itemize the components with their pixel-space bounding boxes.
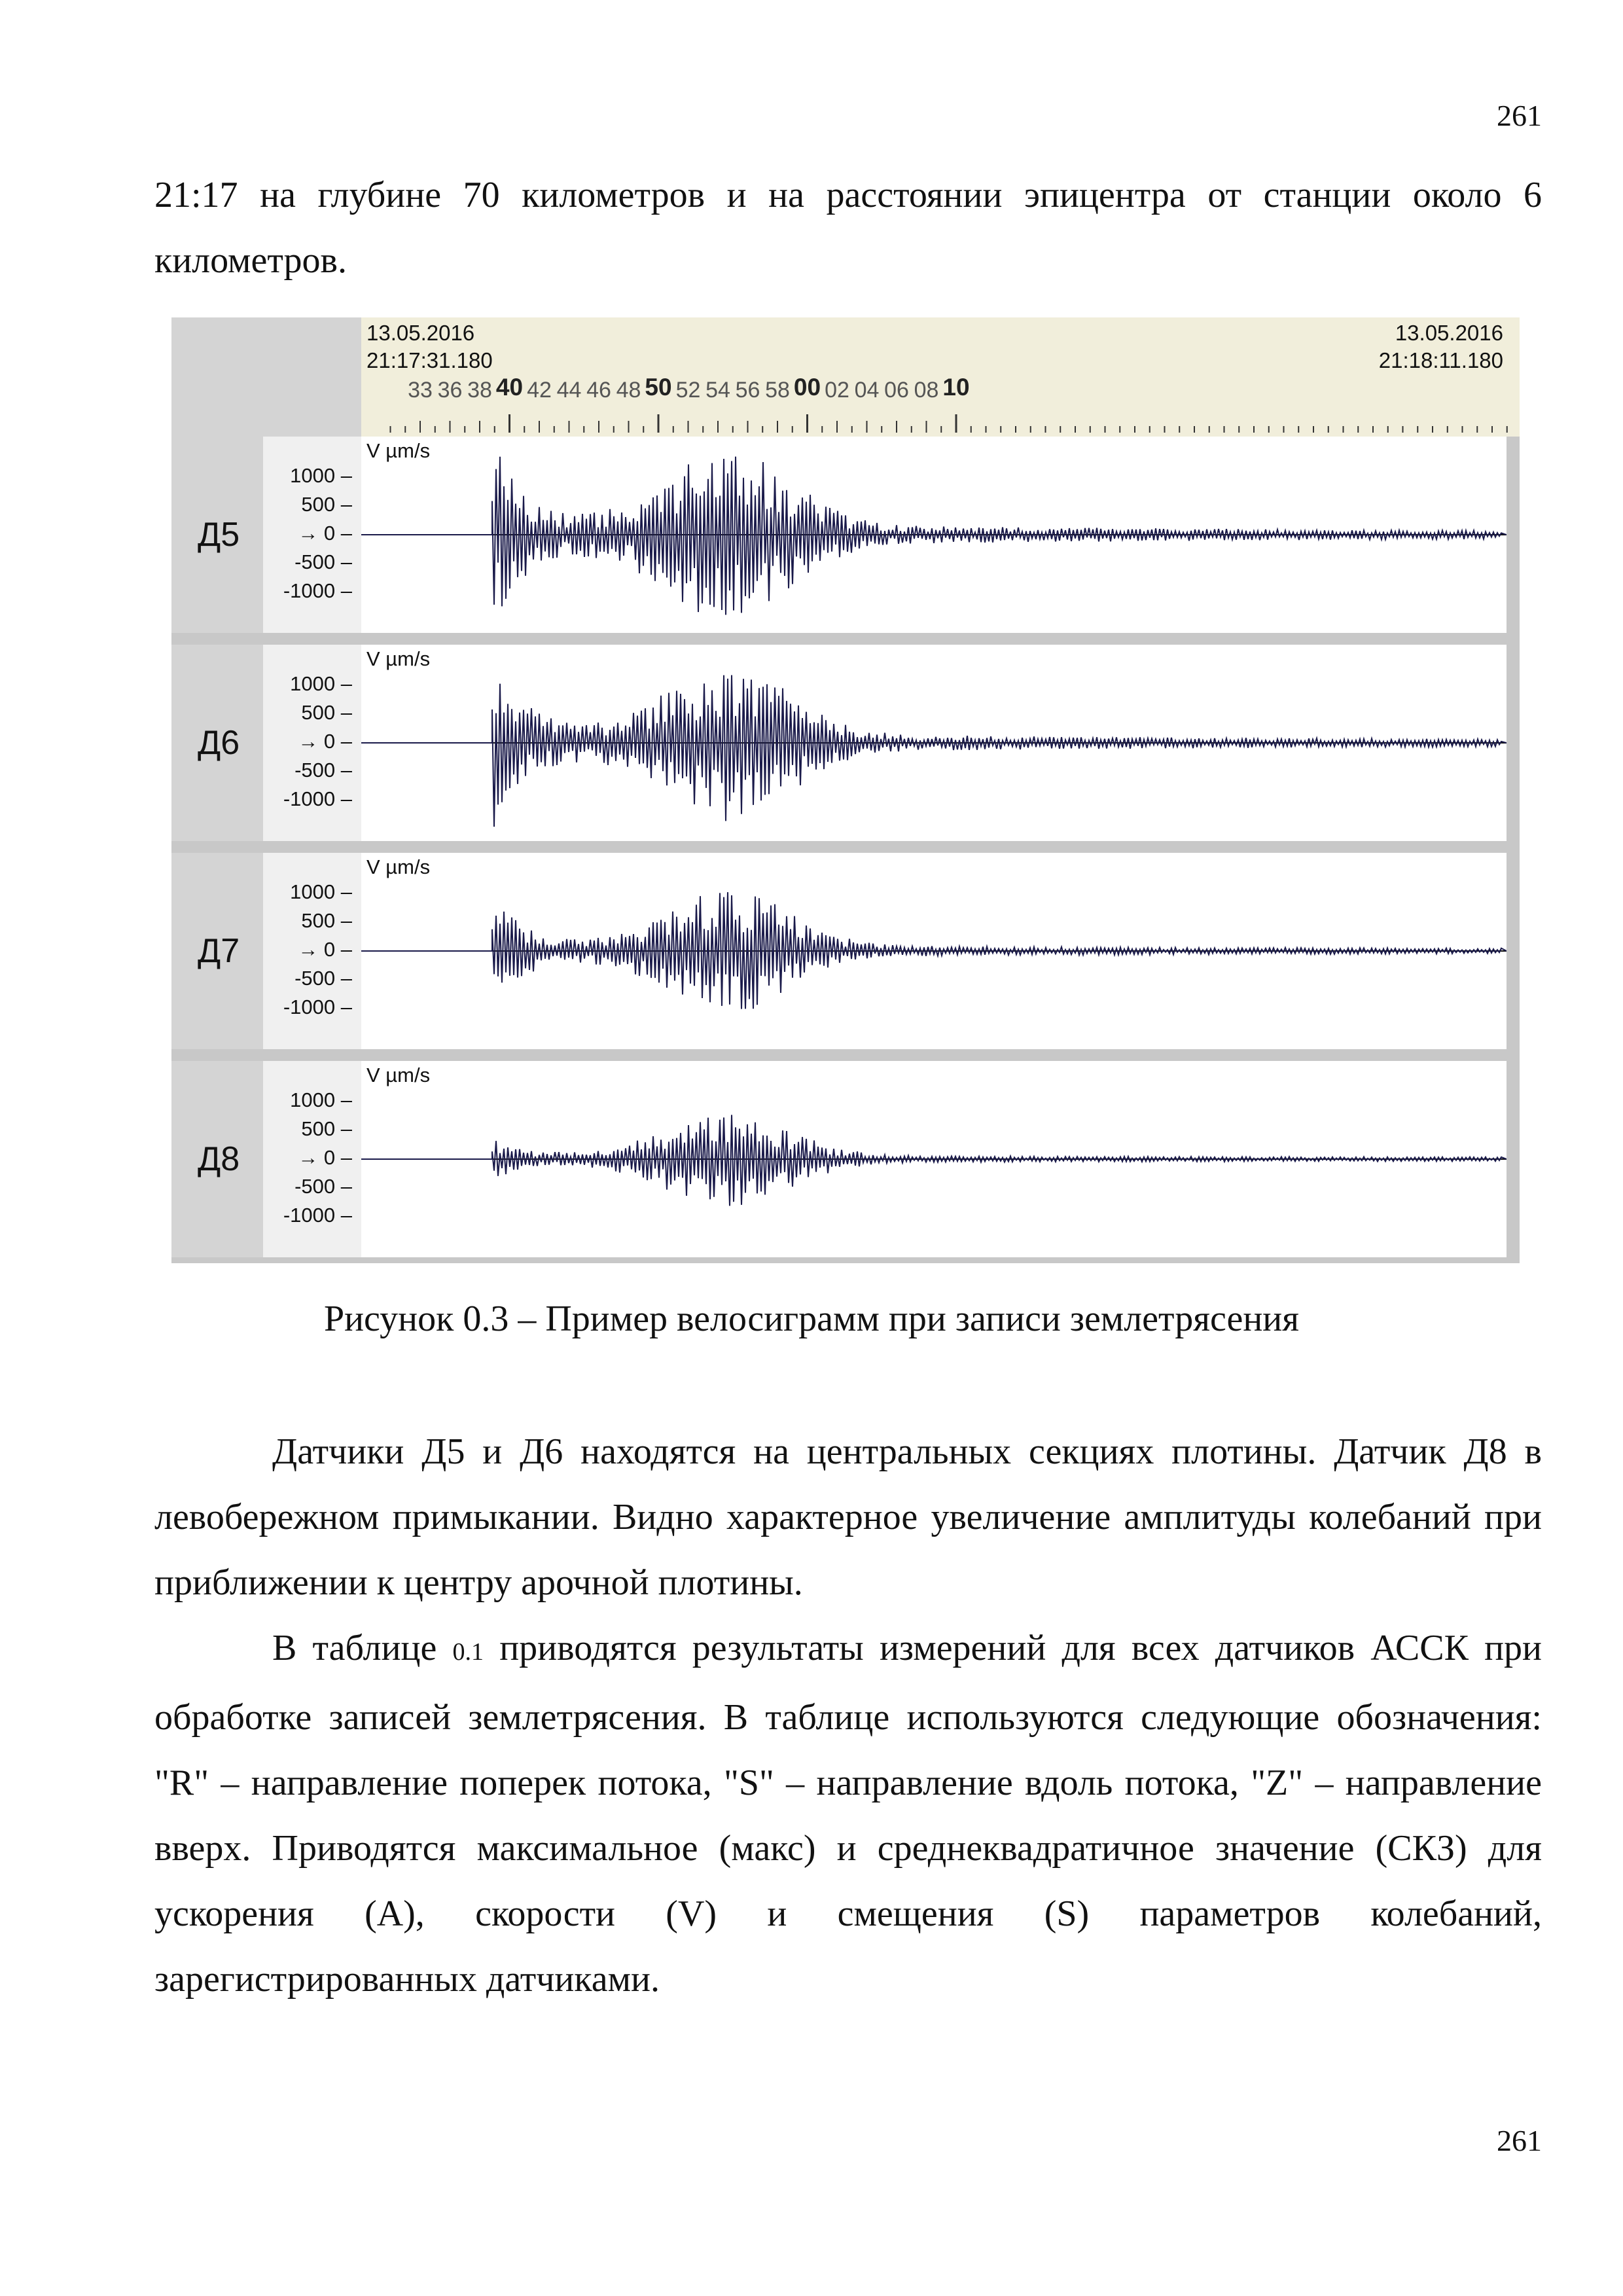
tick-label: 48 xyxy=(616,378,641,403)
velocity-waveform xyxy=(361,1115,1507,1206)
start-time: 21:17:31.180 xyxy=(366,348,493,372)
tick-label: 04 xyxy=(854,378,880,403)
tick-label: 40 xyxy=(495,374,524,401)
unit-label: V µm/s xyxy=(366,855,431,878)
tick-label: 56 xyxy=(735,378,760,403)
tick-label: 54 xyxy=(705,378,730,403)
paragraph-intro: 21:17 на глубине 70 километров и на расстоянии эпицентра от станции около 6 километров. xyxy=(154,175,1542,281)
amplitude-scale: 1000 – 500 – → 0 – -500 – -1000 – xyxy=(263,437,361,633)
tick-label: 42 xyxy=(527,378,552,403)
tick-label: 00 xyxy=(793,374,821,401)
tick-label: 06 xyxy=(884,378,909,403)
text-before-ref: В таблице xyxy=(272,1628,437,1668)
tick-label: 52 xyxy=(675,378,701,403)
channel-name: Д6 xyxy=(198,724,240,762)
trace-plot xyxy=(361,853,1507,1049)
page-number-bottom: 261 xyxy=(1497,2124,1542,2157)
unit-label: V µm/s xyxy=(366,439,431,462)
tick-marks xyxy=(171,317,1520,437)
velocity-waveform xyxy=(361,675,1507,827)
unit-label: V µm/s xyxy=(366,1064,431,1086)
unit-label: V µm/s xyxy=(366,647,431,670)
start-date: 13.05.2016 xyxy=(366,321,475,345)
channel-d7 xyxy=(171,853,1520,1049)
table-reference: 0.1 xyxy=(452,1638,484,1666)
amplitude-scale: 1000 – 500 – → 0 – -500 – -1000 – xyxy=(263,645,361,841)
velocity-trace xyxy=(361,853,1507,1049)
paragraph-table-intro xyxy=(154,1615,1542,2012)
channel-name: Д5 xyxy=(198,516,240,554)
channel-d8 xyxy=(171,1061,1520,1257)
channel-name: Д7 xyxy=(198,932,240,970)
tick-label: 46 xyxy=(586,378,611,403)
tick-label: 58 xyxy=(765,378,790,403)
tick-label: 02 xyxy=(825,378,849,403)
trace-plot xyxy=(361,645,1507,841)
end-time: 21:18:11.180 xyxy=(1378,348,1503,372)
velocity-trace xyxy=(361,645,1507,841)
text-after-ref: приводятся результаты измерений для всех датчиков АССК при обработке записей землетрясения. В таблице используются следующие обозначения: "R" – направление поперек потока, "S" – направление вдоль потока, "Z" – направление вверх. Приводятся максимальное (макс) и среднеквадратичное значение (СКЗ) для ускорения (А), скорости (V) и смещения (S) параметров колебаний, зарегистрированных датчиками. xyxy=(154,1628,1543,2000)
time-axis-header xyxy=(171,317,1520,437)
end-date: 13.05.2016 xyxy=(1395,321,1503,345)
paragraph-sensors: Датчики Д5 и Д6 находятся на центральных секциях плотины. Датчик Д8 в левобережном примыкании. Видно характерное увеличение амплитуды колебаний при приближении к центру арочной плотины. xyxy=(154,1431,1542,1603)
trace-plot xyxy=(361,437,1507,633)
tick-label: 33 xyxy=(408,378,433,403)
seismogram-figure xyxy=(171,317,1520,1263)
page-number-top: 261 xyxy=(1497,99,1542,132)
channel-d6 xyxy=(171,645,1520,841)
trace-plot xyxy=(361,1061,1507,1257)
tick-label: 10 xyxy=(942,374,970,401)
tick-label: 44 xyxy=(556,378,582,403)
amplitude-scale: 1000 – 500 – → 0 – -500 – -1000 – xyxy=(263,1061,361,1257)
channel-name: Д8 xyxy=(198,1140,240,1178)
tick-label: 36 xyxy=(437,378,463,403)
tick-label: 38 xyxy=(467,378,492,403)
figure-caption: Рисунок 0.3 – Пример велосиграмм при записи землетрясения xyxy=(323,1299,1300,1339)
tick-label: 50 xyxy=(645,374,672,401)
velocity-trace xyxy=(361,1061,1507,1257)
amplitude-scale: 1000 – 500 – → 0 – -500 – -1000 – xyxy=(263,853,361,1049)
velocity-waveform xyxy=(361,457,1507,615)
velocity-trace xyxy=(361,437,1507,633)
channel-d5 xyxy=(171,437,1520,633)
tick-label: 08 xyxy=(914,378,939,403)
